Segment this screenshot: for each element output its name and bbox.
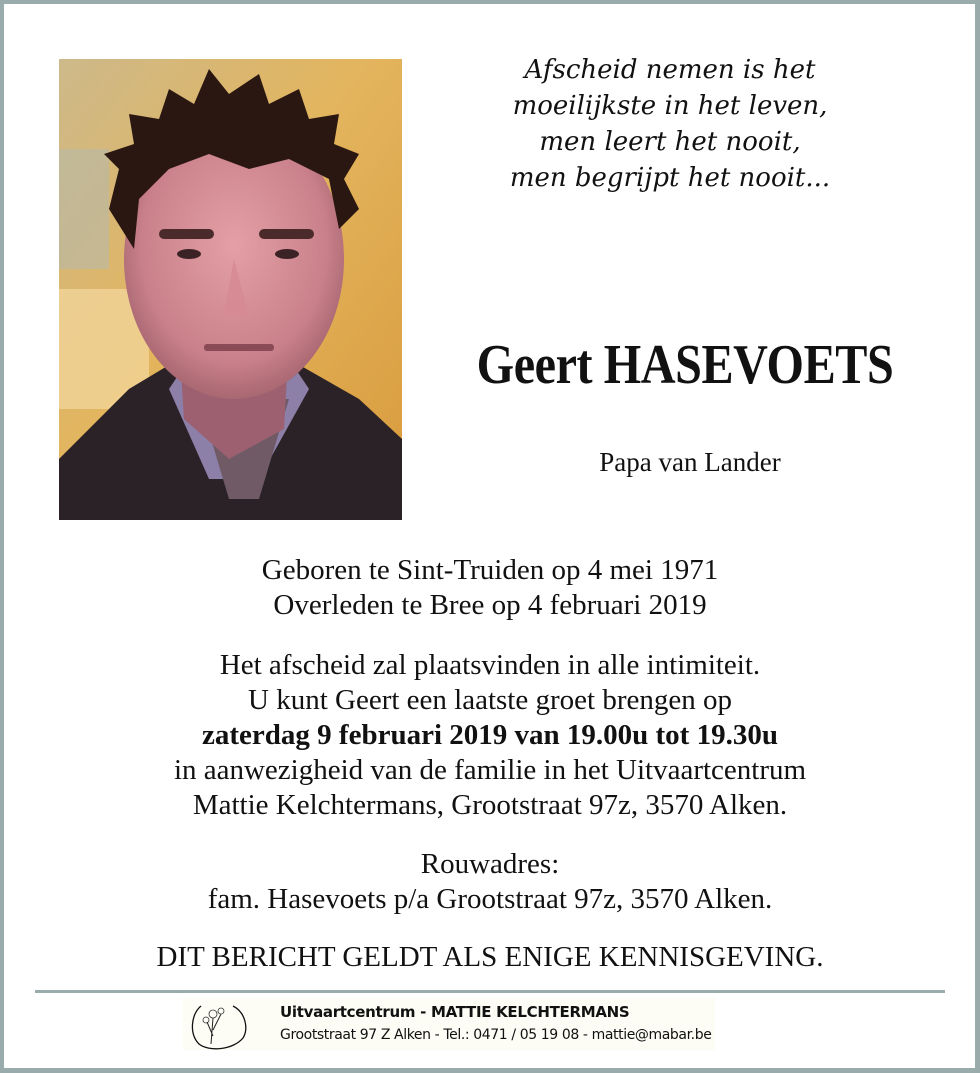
- funeral-home-footer: [183, 998, 715, 1050]
- poem-line: men leert het nooit,: [539, 127, 801, 157]
- mourning-address: [40, 847, 940, 917]
- funeral-home-name: Uitvaartcentrum - MATTIE KELCHTERMANS: [280, 1003, 630, 1021]
- ceremony-line: in aanwezigheid van de familie in het Uitvaartcentrum: [173, 754, 807, 786]
- portrait-photo: [59, 59, 402, 520]
- ceremony-line: U kunt Geert een laatste groet brengen op: [248, 684, 732, 716]
- mourning-address-label: Rouwadres:: [420, 848, 560, 880]
- poem-line: Afscheid nemen is het: [524, 55, 816, 85]
- ceremony-line: Mattie Kelchtermans, Grootstraat 97z, 3570 Alken.: [192, 789, 788, 821]
- birth-line: Geboren te Sint-Truiden op 4 mei 1971: [261, 554, 719, 586]
- deceased-relation: Papa van Lander: [599, 447, 781, 477]
- deceased-name: Geert HASEVOETS: [476, 334, 894, 396]
- poem-line: men begrijpt het nooit...: [509, 163, 831, 193]
- flower-logo-icon: [189, 1000, 247, 1050]
- mourning-address-value: fam. Hasevoets p/a Grootstraat 97z, 3570 Alken.: [207, 883, 773, 915]
- ceremony-info: [40, 648, 940, 823]
- funeral-home-contact: Grootstraat 97 Z Alken - Tel.: 0471 / 05 19 08 - mattie@mabar.be: [280, 1027, 712, 1043]
- portrait-image: [59, 59, 402, 520]
- ceremony-line: Het afscheid zal plaatsvinden in alle intimiteit.: [219, 649, 761, 681]
- poem-line: moeilijkste in het leven,: [512, 91, 828, 121]
- official-notice: DIT BERICHT GELDT ALS ENIGE KENNISGEVING.: [156, 941, 824, 973]
- death-line: Overleden te Bree op 4 februari 2019: [273, 589, 707, 621]
- memorial-poem: [490, 52, 850, 196]
- ceremony-datetime: zaterdag 9 februari 2019 van 19.00u tot 19.30u: [202, 719, 778, 751]
- life-dates: [40, 553, 940, 623]
- footer-divider: [35, 990, 945, 993]
